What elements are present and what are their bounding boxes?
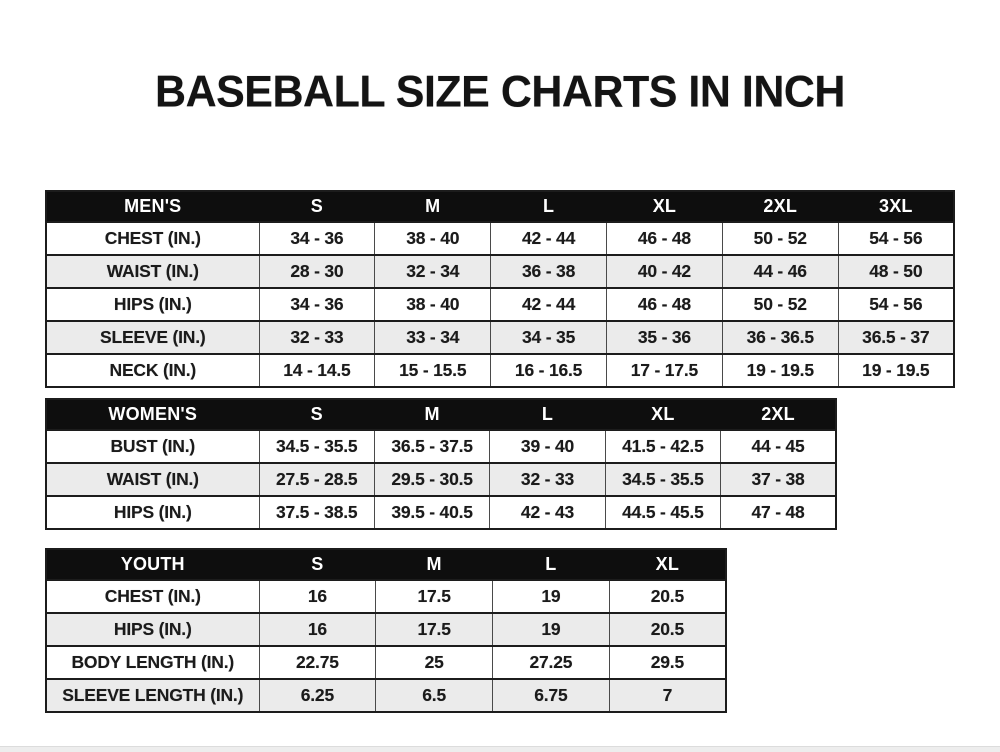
value-cell: 46 - 48 bbox=[606, 222, 722, 255]
value-cell: 20.5 bbox=[609, 613, 726, 646]
value-cell: 36.5 - 37.5 bbox=[374, 430, 489, 463]
value-cell: 37 - 38 bbox=[721, 463, 836, 496]
row-label-cell: NECK (IN.) bbox=[46, 354, 259, 387]
value-cell: 32 - 33 bbox=[490, 463, 605, 496]
mens-size-table bbox=[45, 190, 955, 388]
value-cell: 42 - 43 bbox=[490, 496, 605, 529]
row-label-cell: SLEEVE (IN.) bbox=[46, 321, 259, 354]
value-cell: 25 bbox=[376, 646, 493, 679]
table-title-cell: YOUTH bbox=[46, 549, 259, 580]
value-cell: 14 - 14.5 bbox=[259, 354, 375, 387]
size-header-cell: S bbox=[259, 549, 376, 580]
value-cell: 17.5 bbox=[376, 580, 493, 613]
table-row bbox=[46, 354, 954, 387]
value-cell: 17.5 bbox=[376, 613, 493, 646]
row-label-cell: CHEST (IN.) bbox=[46, 222, 259, 255]
header-row bbox=[46, 191, 954, 222]
value-cell: 19 bbox=[493, 613, 610, 646]
size-header-cell: L bbox=[491, 191, 607, 222]
header-row bbox=[46, 399, 836, 430]
table-row bbox=[46, 463, 836, 496]
value-cell: 17 - 17.5 bbox=[606, 354, 722, 387]
table-row bbox=[46, 496, 836, 529]
size-header-cell: 2XL bbox=[722, 191, 838, 222]
value-cell: 42 - 44 bbox=[491, 222, 607, 255]
value-cell: 38 - 40 bbox=[375, 288, 491, 321]
value-cell: 36 - 36.5 bbox=[722, 321, 838, 354]
mens-size-table bbox=[45, 190, 955, 388]
table-row bbox=[46, 430, 836, 463]
row-label-cell: BUST (IN.) bbox=[46, 430, 259, 463]
value-cell: 27.25 bbox=[493, 646, 610, 679]
value-cell: 50 - 52 bbox=[722, 222, 838, 255]
value-cell: 50 - 52 bbox=[722, 288, 838, 321]
table-title-cell: MEN'S bbox=[46, 191, 259, 222]
table-row bbox=[46, 613, 726, 646]
value-cell: 48 - 50 bbox=[838, 255, 954, 288]
value-cell: 37.5 - 38.5 bbox=[259, 496, 374, 529]
value-cell: 34.5 - 35.5 bbox=[259, 430, 374, 463]
value-cell: 6.75 bbox=[493, 679, 610, 712]
value-cell: 6.5 bbox=[376, 679, 493, 712]
size-header-cell: 2XL bbox=[721, 399, 836, 430]
size-header-cell: M bbox=[376, 549, 493, 580]
value-cell: 28 - 30 bbox=[259, 255, 375, 288]
size-header-cell: XL bbox=[605, 399, 720, 430]
row-label-cell: BODY LENGTH (IN.) bbox=[46, 646, 259, 679]
value-cell: 44.5 - 45.5 bbox=[605, 496, 720, 529]
value-cell: 46 - 48 bbox=[606, 288, 722, 321]
value-cell: 54 - 56 bbox=[838, 222, 954, 255]
value-cell: 7 bbox=[609, 679, 726, 712]
value-cell: 32 - 33 bbox=[259, 321, 375, 354]
youth-size-table bbox=[45, 548, 727, 713]
value-cell: 15 - 15.5 bbox=[375, 354, 491, 387]
womens-size-table bbox=[45, 398, 837, 530]
value-cell: 39 - 40 bbox=[490, 430, 605, 463]
value-cell: 19 bbox=[493, 580, 610, 613]
value-cell: 29.5 - 30.5 bbox=[374, 463, 489, 496]
value-cell: 38 - 40 bbox=[375, 222, 491, 255]
row-label-cell: HIPS (IN.) bbox=[46, 496, 259, 529]
value-cell: 19 - 19.5 bbox=[838, 354, 954, 387]
value-cell: 34 - 35 bbox=[491, 321, 607, 354]
value-cell: 44 - 46 bbox=[722, 255, 838, 288]
table-row bbox=[46, 222, 954, 255]
header-row bbox=[46, 549, 726, 580]
value-cell: 36.5 - 37 bbox=[838, 321, 954, 354]
table-row bbox=[46, 321, 954, 354]
row-label-cell: HIPS (IN.) bbox=[46, 613, 259, 646]
value-cell: 44 - 45 bbox=[721, 430, 836, 463]
table-row bbox=[46, 255, 954, 288]
value-cell: 27.5 - 28.5 bbox=[259, 463, 374, 496]
value-cell: 35 - 36 bbox=[606, 321, 722, 354]
row-label-cell: WAIST (IN.) bbox=[46, 463, 259, 496]
value-cell: 39.5 - 40.5 bbox=[374, 496, 489, 529]
table-row bbox=[46, 580, 726, 613]
size-header-cell: XL bbox=[609, 549, 726, 580]
value-cell: 16 bbox=[259, 580, 376, 613]
value-cell: 40 - 42 bbox=[606, 255, 722, 288]
table-row bbox=[46, 646, 726, 679]
value-cell: 34 - 36 bbox=[259, 288, 375, 321]
table-row bbox=[46, 288, 954, 321]
value-cell: 33 - 34 bbox=[375, 321, 491, 354]
table-row bbox=[46, 679, 726, 712]
value-cell: 41.5 - 42.5 bbox=[605, 430, 720, 463]
photo-bottom-edge bbox=[0, 746, 1000, 752]
value-cell: 16 - 16.5 bbox=[491, 354, 607, 387]
value-cell: 47 - 48 bbox=[721, 496, 836, 529]
size-header-cell: S bbox=[259, 191, 375, 222]
value-cell: 54 - 56 bbox=[838, 288, 954, 321]
row-label-cell: WAIST (IN.) bbox=[46, 255, 259, 288]
size-header-cell: M bbox=[375, 191, 491, 222]
womens-size-table bbox=[45, 398, 837, 530]
youth-size-table bbox=[45, 548, 727, 713]
size-header-cell: L bbox=[493, 549, 610, 580]
value-cell: 34 - 36 bbox=[259, 222, 375, 255]
value-cell: 6.25 bbox=[259, 679, 376, 712]
size-header-cell: XL bbox=[606, 191, 722, 222]
row-label-cell: SLEEVE LENGTH (IN.) bbox=[46, 679, 259, 712]
value-cell: 42 - 44 bbox=[491, 288, 607, 321]
page-title: BASEBALL SIZE CHARTS IN INCH bbox=[155, 67, 845, 117]
value-cell: 22.75 bbox=[259, 646, 376, 679]
value-cell: 29.5 bbox=[609, 646, 726, 679]
value-cell: 34.5 - 35.5 bbox=[605, 463, 720, 496]
size-header-cell: M bbox=[374, 399, 489, 430]
size-header-cell: L bbox=[490, 399, 605, 430]
value-cell: 36 - 38 bbox=[491, 255, 607, 288]
size-header-cell: 3XL bbox=[838, 191, 954, 222]
value-cell: 16 bbox=[259, 613, 376, 646]
value-cell: 32 - 34 bbox=[375, 255, 491, 288]
size-header-cell: S bbox=[259, 399, 374, 430]
row-label-cell: HIPS (IN.) bbox=[46, 288, 259, 321]
value-cell: 20.5 bbox=[609, 580, 726, 613]
table-title-cell: WOMEN'S bbox=[46, 399, 259, 430]
row-label-cell: CHEST (IN.) bbox=[46, 580, 259, 613]
value-cell: 19 - 19.5 bbox=[722, 354, 838, 387]
